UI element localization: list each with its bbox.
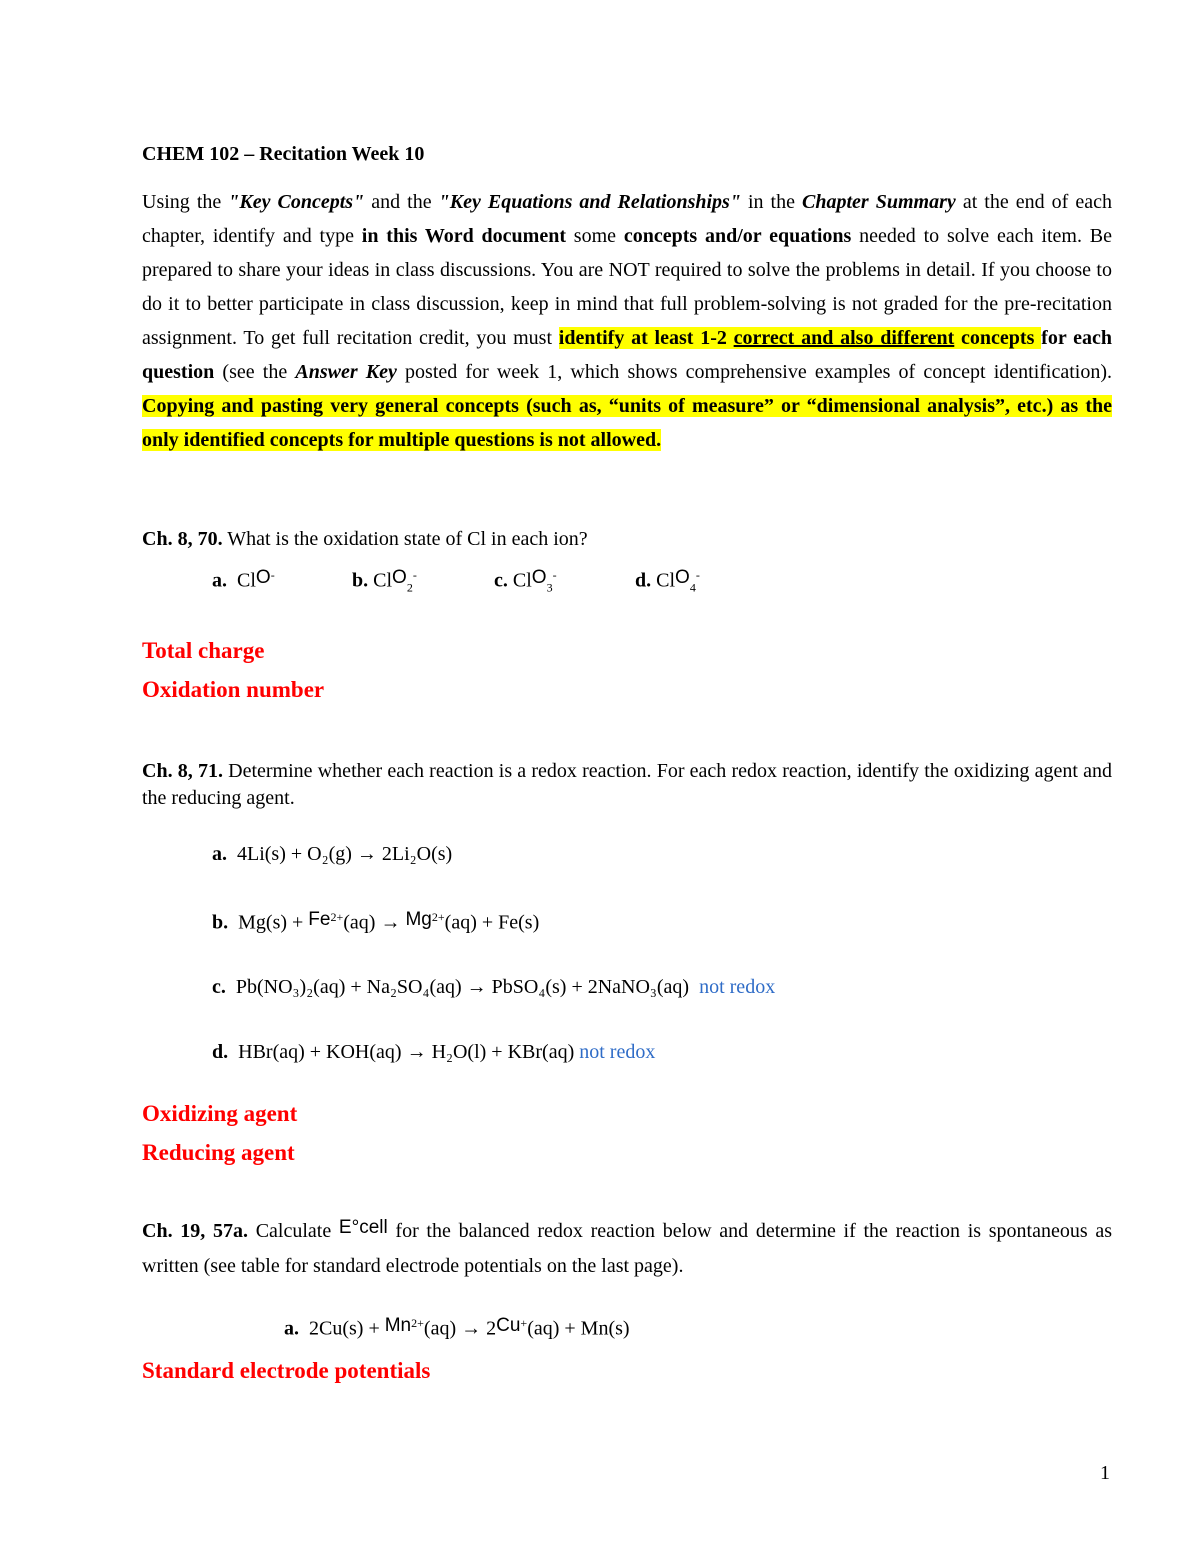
reaction-part: (aq) + Mn(s)	[527, 1317, 630, 1340]
ion-symbol: O	[675, 566, 690, 588]
question-text: What is the oxidation state of Cl in each ion?	[222, 528, 588, 550]
question-label: Ch. 8, 70.	[142, 528, 223, 550]
question-label: Ch. 19, 57a.	[142, 1220, 248, 1242]
question-ch19-57a	[142, 1214, 1112, 1283]
answer-reducing-agent: Reducing agent	[142, 1140, 295, 1165]
ion-base: Cl	[656, 569, 676, 592]
ion-subscript: 3	[546, 580, 553, 595]
reaction-b	[212, 910, 539, 935]
ion-charge: -	[412, 568, 417, 582]
ion-base: Cl	[512, 569, 532, 592]
option-letter: c.	[494, 569, 508, 592]
ion-charge: +	[520, 1316, 528, 1330]
question-text: Calculate	[247, 1220, 339, 1242]
ion-charge: -	[552, 568, 557, 582]
ion-subscript: 4	[689, 580, 696, 595]
not-redox-note: not redox	[699, 976, 776, 998]
option-letter: d.	[635, 569, 652, 592]
not-redox-note: not redox	[579, 1041, 656, 1063]
reaction-letter: b.	[212, 911, 229, 934]
ion-base: Cl	[237, 569, 256, 592]
reaction-part: (aq) → 2	[423, 1317, 497, 1340]
ion-option-d	[635, 568, 700, 596]
reaction-d	[212, 1041, 655, 1064]
page-title: CHEM 102 – Recitation Week 10	[142, 143, 425, 165]
question-ch8-70	[142, 528, 1112, 551]
intro-text: posted for week 1, which shows comprehensive examples of concept identification).	[396, 361, 1113, 383]
option-letter: a.	[212, 569, 227, 592]
ion-charge: -	[270, 568, 275, 582]
ion-symbol: Mn	[384, 1314, 412, 1336]
word-doc-emphasis: in this Word document	[361, 225, 566, 247]
highlight-text: identify at least 1-2	[558, 327, 734, 349]
ion-subscript: 2	[406, 580, 413, 595]
highlight-underlined: correct and also different	[733, 327, 955, 349]
reaction-letter: a.	[284, 1317, 299, 1340]
reaction-equation: Pb(NO₃)₂(aq) + Na₂SO₄(aq) → PbSO₄(s) + 2NaNO₃(aq)	[235, 976, 690, 998]
reaction-part: Mg(s) +	[238, 911, 309, 934]
reaction-equation: HBr(aq) + KOH(aq) → H₂O(l) + KBr(aq)	[238, 1041, 575, 1063]
reaction-ch19-a	[284, 1316, 630, 1341]
intro-text: some	[566, 225, 624, 247]
intro-text: at the end of each chapter, identify and type	[142, 191, 1113, 247]
ion-base: Cl	[373, 569, 393, 592]
answer-key-term: Answer Key	[295, 361, 397, 383]
ion-option-c	[494, 568, 557, 596]
option-letter: b.	[352, 569, 369, 592]
key-concepts-term: "Key Concepts"	[228, 191, 365, 213]
ion-symbol: Cu	[496, 1314, 521, 1336]
chapter-summary-term: Chapter Summary	[802, 191, 956, 213]
ion-charge: 2+	[431, 910, 445, 924]
reaction-part: 2Cu(s) +	[309, 1317, 385, 1340]
ecell-symbol: E°cell	[338, 1217, 388, 1238]
question-text: Determine whether each reaction is a redox reaction. For each redox reaction, identify the oxidizing agent and the reducing agent.	[142, 760, 1112, 809]
concepts-emphasis: concepts and/or equations	[623, 225, 852, 247]
intro-text: and the	[364, 191, 439, 213]
intro-text: in the	[740, 191, 803, 213]
highlighted-requirement	[559, 327, 1041, 349]
question-label: Ch. 8, 71.	[142, 760, 223, 782]
question-ch8-71	[142, 758, 1112, 812]
ion-option-a	[212, 568, 275, 593]
reaction-equation: 4Li(s) + O₂(g) → 2Li₂O(s)	[237, 843, 453, 865]
reaction-part: (aq) →	[343, 911, 406, 934]
reaction-part: (aq) + Fe(s)	[444, 911, 540, 934]
reaction-c	[212, 976, 775, 999]
intro-text: needed to solve each item. Be prepared to share your ideas in class discussions. You are NOT required to solve the problems in detail. If you choose to do it to better participate in class discussion, keep in mind that full problem-solving is not graded for the pre-recitation assignment. To get full recitation credit, you must	[142, 225, 1112, 349]
answer-oxidizing-agent: Oxidizing agent	[142, 1101, 298, 1126]
answer-standard-electrode-potentials: Standard electrode potentials	[142, 1358, 431, 1383]
ion-symbol: O	[531, 566, 547, 588]
ion-charge: -	[695, 568, 700, 582]
instructions-paragraph	[142, 185, 1112, 457]
page-number: 1	[1100, 1462, 1110, 1484]
reaction-a	[212, 843, 452, 866]
question-text: for the balanced redox reaction below and determine if the reaction is spontaneous as written (see table for standard electrode potentials on the last page).	[142, 1220, 1112, 1277]
reaction-letter: d.	[212, 1041, 229, 1063]
ion-symbol: O	[255, 566, 271, 588]
ion-symbol: Fe	[308, 908, 331, 930]
ion-symbol: Mg	[405, 908, 432, 930]
answer-total-charge: Total charge	[142, 638, 265, 663]
ion-charge: 2+	[411, 1316, 424, 1330]
highlight-text: concepts	[954, 327, 1042, 349]
for-each-emphasis: for each question	[142, 327, 1112, 383]
ion-option-b	[352, 568, 417, 596]
reaction-letter: a.	[212, 843, 227, 865]
intro-text: (see the	[214, 361, 296, 383]
intro-text: Using the	[142, 191, 229, 213]
answer-oxidation-number: Oxidation number	[142, 677, 325, 702]
ion-charge: 2+	[330, 910, 344, 924]
ion-symbol: O	[392, 566, 407, 588]
highlighted-warning: Copying and pasting very general concepts (such as, “units of measure” or “dimensional analysis”, etc.) as the only identified concepts for multiple questions is not allowed.	[142, 395, 1112, 451]
reaction-letter: c.	[212, 976, 226, 998]
key-equations-term: "Key Equations and Relationships"	[438, 191, 741, 213]
